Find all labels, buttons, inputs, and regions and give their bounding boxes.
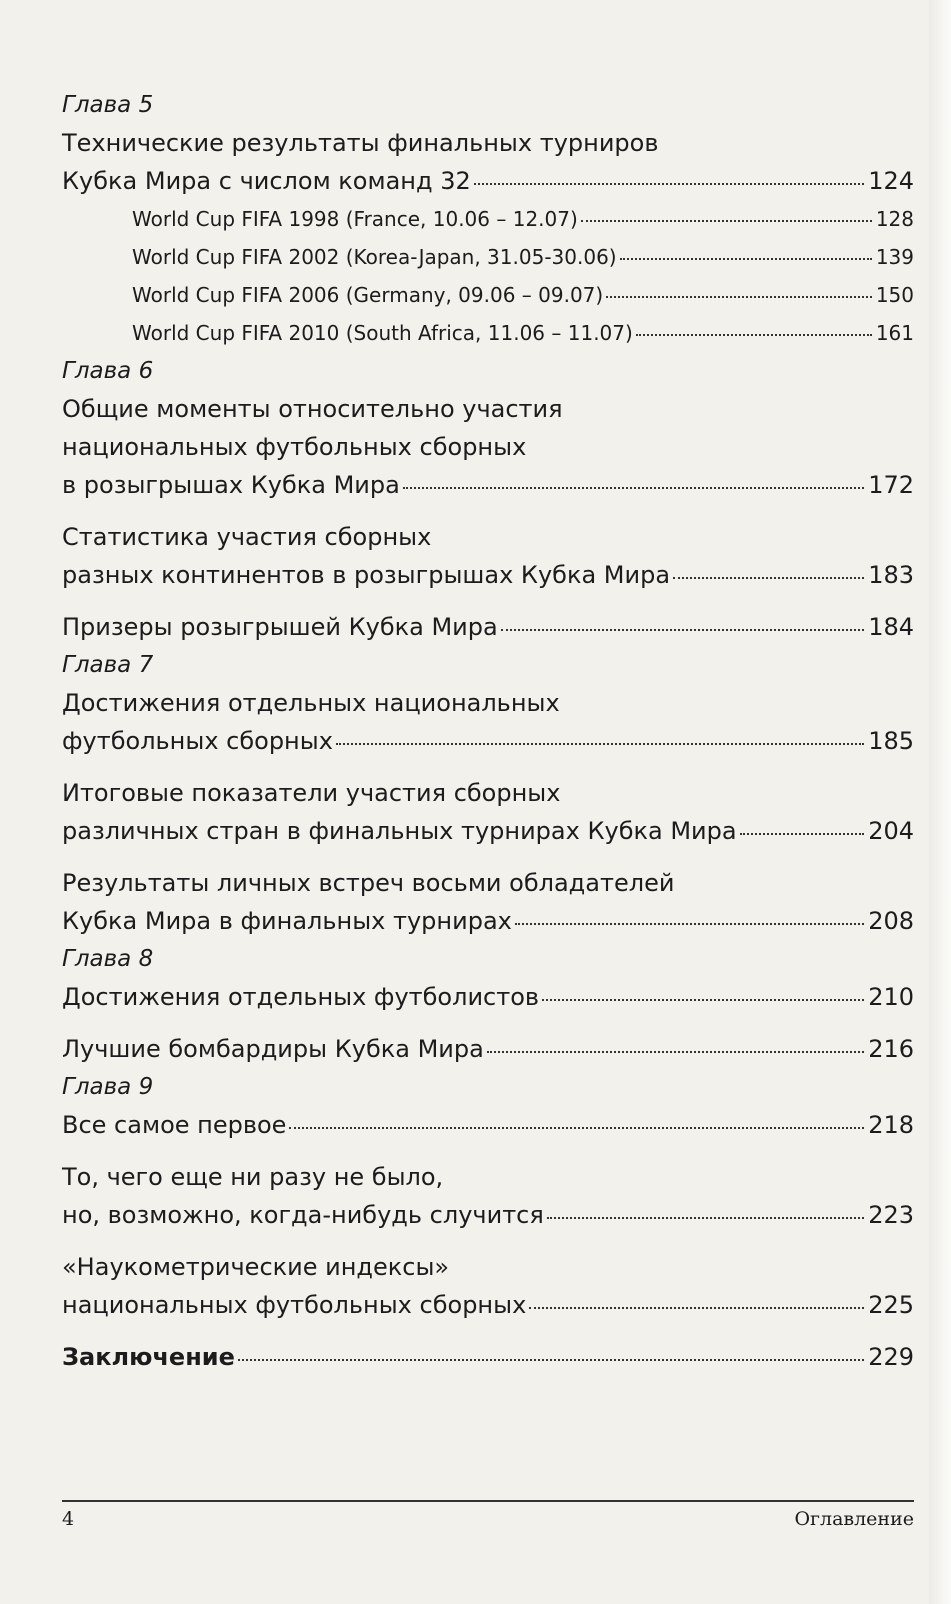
page-ref: 210: [868, 983, 914, 1011]
page-ref: 172: [868, 471, 914, 499]
running-head: Оглавление: [794, 1508, 914, 1530]
dot-leader: [515, 923, 864, 925]
toc-entry-line: [62, 774, 914, 812]
toc-entry-line: [62, 518, 914, 556]
toc-entry-line: [62, 864, 914, 902]
entry-text: World Cup FIFA 2006 (Germany, 09.06 – 09.07): [132, 283, 604, 307]
page-number: 4: [62, 1508, 75, 1530]
toc-entry[interactable]: [62, 608, 914, 646]
dot-leader: [336, 743, 864, 745]
page-ref: 229: [868, 1343, 914, 1371]
entry-text: но, возможно, когда-нибудь случится: [62, 1201, 544, 1229]
page-ref: 184: [868, 613, 914, 641]
toc-entry[interactable]: [62, 1196, 914, 1234]
toc-subentry[interactable]: [62, 276, 914, 314]
dot-leader: [474, 183, 864, 185]
dot-leader: [740, 833, 865, 835]
entry-text: «Наукометрические индексы»: [62, 1253, 450, 1281]
page-ref: 183: [868, 561, 914, 589]
dot-leader: [487, 1051, 864, 1053]
dot-leader: [542, 999, 864, 1001]
chapter-8-label: Глава 8: [62, 946, 154, 972]
entry-text: Лучшие бомбардиры Кубка Мира: [62, 1035, 484, 1063]
footer-rule: [62, 1500, 914, 1502]
page-ref: 124: [868, 167, 914, 195]
chapter-5-label: Глава 5: [62, 92, 154, 118]
toc-entry[interactable]: [62, 1030, 914, 1068]
toc-entry[interactable]: [62, 978, 914, 1016]
toc-entry-line: [62, 428, 914, 466]
toc-subentry[interactable]: [62, 314, 914, 352]
entry-text: Итоговые показатели участия сборных: [62, 779, 561, 807]
entry-text: в розыгрышах Кубка Мира: [62, 471, 400, 499]
toc-entry-conclusion[interactable]: [62, 1338, 914, 1376]
entry-text: различных стран в финальных турнирах Кубка Мира: [62, 817, 737, 845]
toc-entry-line: [62, 124, 914, 162]
toc-subentry[interactable]: [62, 238, 914, 276]
entry-text: Статистика участия сборных: [62, 523, 432, 551]
dot-leader: [238, 1359, 864, 1361]
dot-leader: [289, 1127, 864, 1129]
chapter-7-label: Глава 7: [62, 652, 154, 678]
entry-text: Результаты личных встреч восьми обладателей: [62, 869, 675, 897]
toc-entry-line: [62, 684, 914, 722]
entry-text: Общие моменты относительно участия: [62, 395, 563, 423]
page-ref: 128: [875, 207, 914, 231]
toc-entry[interactable]: [62, 162, 914, 200]
entry-text: Технические результаты финальных турниров: [62, 129, 659, 157]
page-ref: 185: [868, 727, 914, 755]
entry-text: Кубка Мира в финальных турнирах: [62, 907, 512, 935]
entry-text: Заключение: [62, 1343, 235, 1371]
page-ref: 161: [875, 321, 914, 345]
dot-leader: [673, 577, 864, 579]
entry-text: Все самое первое: [62, 1111, 287, 1139]
toc-entry-line: [62, 1158, 914, 1196]
toc-entry[interactable]: [62, 1286, 914, 1324]
chapter-9-label: Глава 9: [62, 1074, 154, 1100]
toc-entry[interactable]: [62, 466, 914, 504]
toc-entry[interactable]: [62, 812, 914, 850]
dot-leader: [529, 1307, 864, 1309]
entry-text: World Cup FIFA 2010 (South Africa, 11.06 – 11.07): [132, 321, 633, 345]
entry-text: футбольных сборных: [62, 727, 333, 755]
page-ref: 223: [868, 1201, 914, 1229]
page-ref: 218: [868, 1111, 914, 1139]
entry-text: Достижения отдельных национальных: [62, 689, 560, 717]
page-ref: 204: [868, 817, 914, 845]
entry-text: То, чего еще ни разу не было,: [62, 1163, 444, 1191]
page-ref: 150: [875, 283, 914, 307]
page-ref: 208: [868, 907, 914, 935]
toc-entry-line: [62, 1248, 914, 1286]
dot-leader: [403, 487, 864, 489]
entry-text: разных континентов в розыгрышах Кубка Мира: [62, 561, 671, 589]
dot-leader: [620, 258, 872, 260]
chapter-6-label: Глава 6: [62, 358, 154, 384]
dot-leader: [547, 1217, 864, 1219]
dot-leader: [606, 296, 872, 298]
entry-text: World Cup FIFA 1998 (France, 10.06 – 12.07): [132, 207, 578, 231]
toc-entry[interactable]: [62, 1106, 914, 1144]
page-ref: 139: [875, 245, 914, 269]
toc-subentry[interactable]: [62, 200, 914, 238]
entry-text: Кубка Мира с числом команд 32: [62, 167, 471, 195]
entry-text: национальных футбольных сборных: [62, 1291, 527, 1319]
dot-leader: [501, 629, 864, 631]
toc-entry[interactable]: [62, 902, 914, 940]
entry-text: Призеры розыгрышей Кубка Мира: [62, 613, 498, 641]
page-ref: 225: [868, 1291, 914, 1319]
entry-text: Достижения отдельных футболистов: [62, 983, 540, 1011]
toc-entry-line: [62, 390, 914, 428]
entry-text: национальных футбольных сборных: [62, 433, 527, 461]
table-of-contents: [62, 86, 914, 1376]
toc-entry[interactable]: [62, 556, 914, 594]
page-ref: 216: [868, 1035, 914, 1063]
dot-leader: [636, 334, 872, 336]
page-edge: [929, 0, 951, 1604]
toc-entry[interactable]: [62, 722, 914, 760]
entry-text: World Cup FIFA 2002 (Korea-Japan, 31.05-30.06): [132, 245, 617, 269]
dot-leader: [581, 220, 872, 222]
